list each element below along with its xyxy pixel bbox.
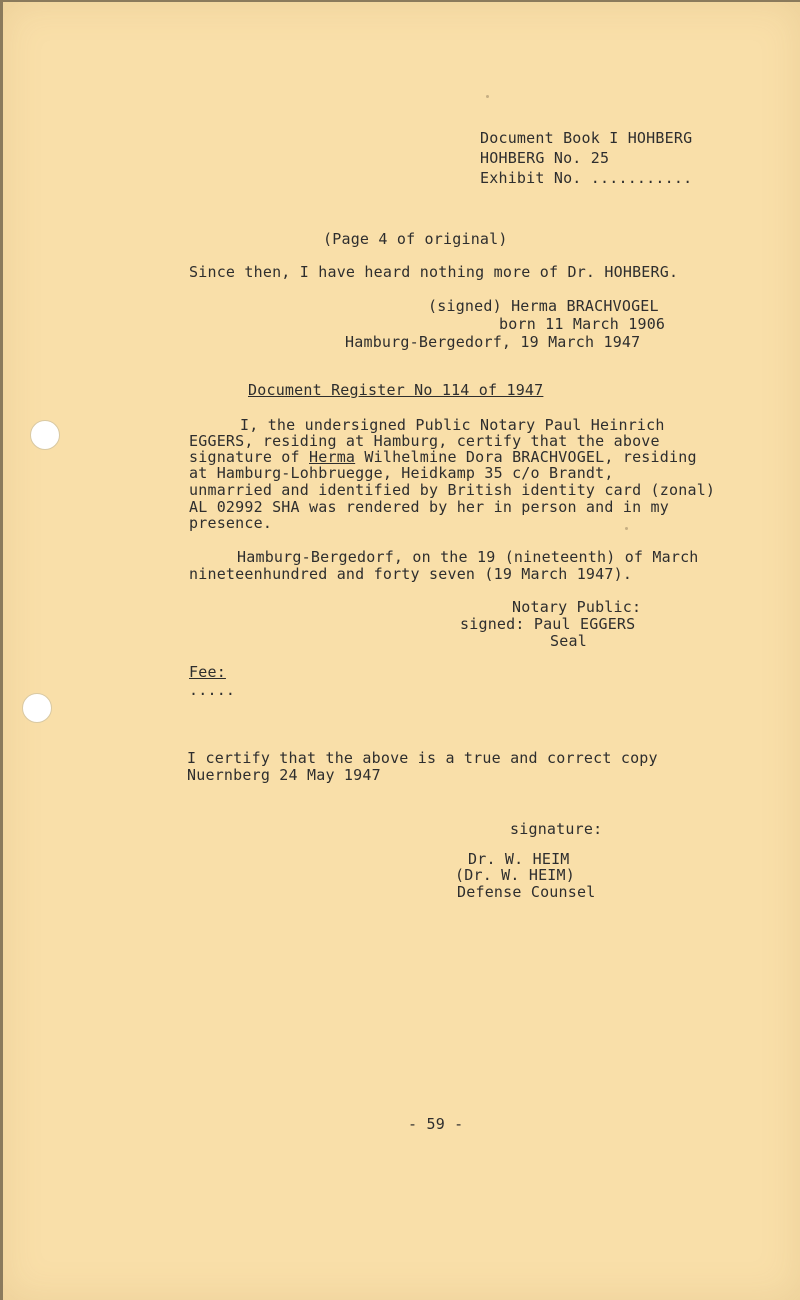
certification-text: signature of — [189, 448, 309, 466]
notary-line-2: signed: Paul EGGERS — [460, 615, 636, 633]
page-number: - 59 - — [408, 1115, 464, 1133]
copy-cert-line-2: Nuernberg 24 May 1947 — [187, 766, 381, 784]
statement: Since then, I have heard nothing more of Dr. HOHBERG. — [189, 263, 679, 281]
signed-line-1: (signed) Herma BRACHVOGEL — [428, 297, 659, 315]
signature-line-2: (Dr. W. HEIM) — [455, 866, 575, 884]
notary-line-1: Notary Public: — [512, 598, 642, 616]
page-note: (Page 4 of original) — [323, 230, 508, 248]
register-heading: Document Register No 114 of 1947 — [248, 381, 544, 399]
paper-spot — [625, 527, 628, 530]
header-line-2: HOHBERG No. 25 — [480, 149, 610, 167]
fee-value: ..... — [189, 681, 236, 699]
header-line-3: Exhibit No. ........... — [480, 169, 693, 187]
document-page — [3, 2, 800, 1300]
punch-hole-bottom — [22, 693, 52, 723]
certification-line-5: unmarried and identified by British identity card (zonal) — [189, 481, 716, 499]
certification-line-6: AL 02992 SHA was rendered by her in person and in my — [189, 498, 669, 516]
place-date-line-1: Hamburg-Bergedorf, on the 19 (nineteenth) of March — [237, 548, 699, 566]
underlined-name: Herma — [309, 448, 356, 466]
paper-spot — [486, 95, 489, 98]
certification-text: Wilhelmine Dora BRACHVOGEL, residing — [355, 448, 697, 466]
copy-cert-line-1: I certify that the above is a true and correct copy — [187, 749, 658, 767]
signed-line-2: born 11 March 1906 — [499, 315, 666, 333]
signature-label: signature: — [510, 820, 603, 838]
certification-line-7: presence. — [189, 514, 273, 532]
punch-hole-top — [30, 420, 60, 450]
certification-line-1: I, the undersigned Public Notary Paul Heinrich — [240, 416, 665, 434]
signed-line-3: Hamburg-Bergedorf, 19 March 1947 — [345, 333, 641, 351]
certification-line-4: at Hamburg-Lohbruegge, Heidkamp 35 c/o Brandt, — [189, 464, 614, 482]
header-line-1: Document Book I HOHBERG — [480, 129, 693, 147]
certification-line-2: EGGERS, residing at Hamburg, certify that the above — [189, 432, 660, 450]
signature-line-1: Dr. W. HEIM — [468, 850, 570, 868]
fee-label: Fee: — [189, 663, 226, 681]
certification-line-3 — [189, 449, 697, 465]
notary-line-3: Seal — [550, 632, 587, 650]
place-date-line-2: nineteenhundred and forty seven (19 March 1947). — [189, 565, 633, 583]
signature-line-3: Defense Counsel — [457, 883, 596, 901]
